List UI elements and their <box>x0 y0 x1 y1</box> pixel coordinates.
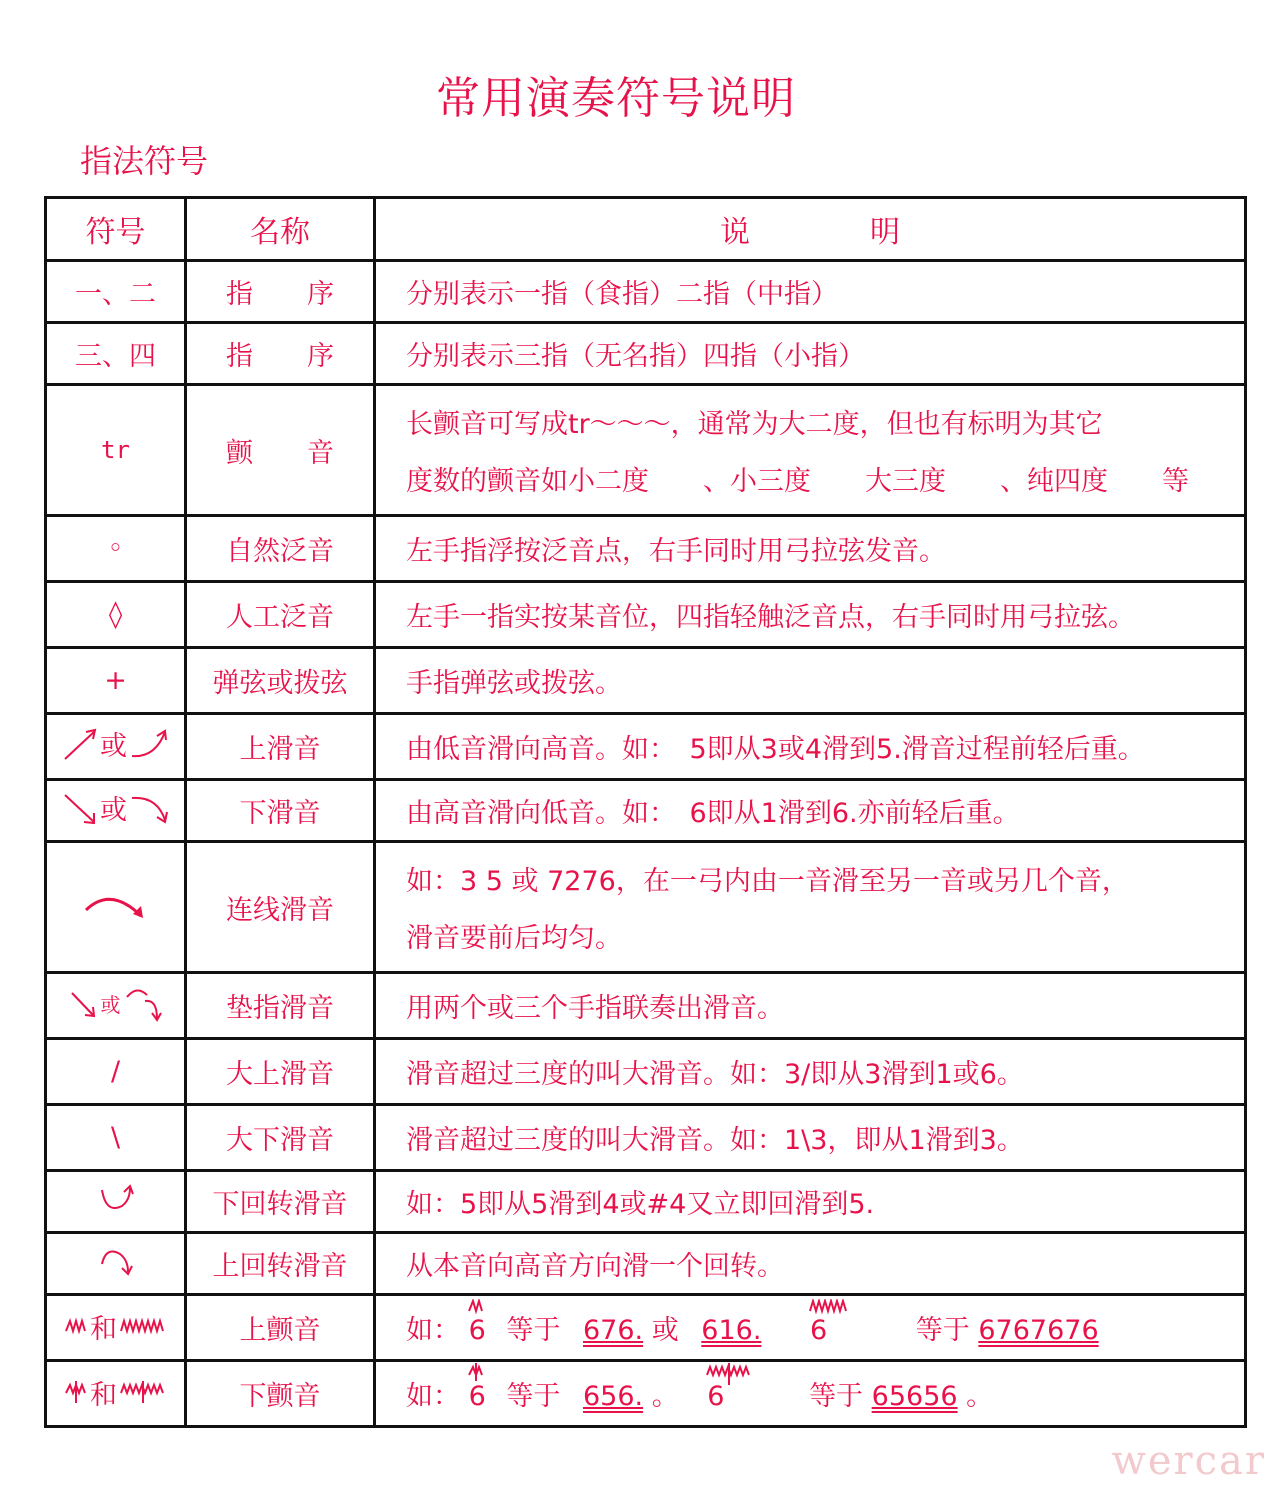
row-desc-line1: 如：3 5 或 7276，在一弓内由一音滑至另一音或另几个音， <box>406 866 1129 897</box>
desc-note-group: 676. <box>582 1315 644 1346</box>
row-name: 下回转滑音 <box>186 1171 375 1233</box>
header-name: 名称 <box>186 198 375 261</box>
row-symbol <box>46 1171 186 1233</box>
table-row <box>46 648 1246 714</box>
table-row <box>46 714 1246 780</box>
table-row <box>46 1295 1246 1361</box>
finger-slide-down-icon <box>69 985 99 1021</box>
long-lower-trill-mark-icon <box>705 1363 753 1385</box>
pizzicato-icon: + <box>46 648 186 714</box>
desc-note-group: 656. <box>582 1381 644 1412</box>
row-symbol <box>46 1295 186 1361</box>
table-row <box>46 1361 1246 1427</box>
row-symbol: 一、二 <box>46 261 186 323</box>
row-name: 下滑音 <box>186 780 375 842</box>
desc-part: 或 <box>651 1315 679 1346</box>
big-up-slide-icon: / <box>46 1039 186 1105</box>
row-name: 上滑音 <box>186 714 375 780</box>
row-desc: 分别表示三指（无名指）四指（小指） <box>375 323 1246 385</box>
table-row <box>46 1105 1246 1171</box>
row-symbol <box>46 973 186 1039</box>
or-label: 或 <box>100 992 121 1017</box>
row-symbol <box>46 714 186 780</box>
table-row <box>46 385 1246 516</box>
row-name: 颤 音 <box>186 385 375 516</box>
row-symbol <box>46 1233 186 1295</box>
row-desc-line2: 滑音要前后均匀。 <box>406 923 622 954</box>
up-slide-curved-icon <box>129 726 169 762</box>
or-label: 或 <box>100 731 127 763</box>
row-desc: 滑音超过三度的叫大滑音。如：1\3，即从1滑到3。 <box>375 1105 1246 1171</box>
row-name: 大下滑音 <box>186 1105 375 1171</box>
row-desc <box>375 1295 1246 1361</box>
note-with-trill: 6 <box>707 1381 724 1412</box>
table-row <box>46 780 1246 842</box>
natural-harmonic-icon: ◦ <box>46 516 186 582</box>
upper-turn-slide-icon <box>96 1242 136 1278</box>
artificial-harmonic-icon: ◊ <box>46 582 186 648</box>
down-slide-straight-icon <box>62 790 98 826</box>
table-row <box>46 973 1246 1039</box>
row-desc: 左手一指实按某音位，四指轻触泛音点，右手同时用弓拉弦。 <box>375 582 1246 648</box>
row-desc: 滑音超过三度的叫大滑音。如：3/即从3滑到1或6。 <box>375 1039 1246 1105</box>
short-trill-icon <box>64 1311 88 1341</box>
table-row <box>46 582 1246 648</box>
desc-note-group: 65656 <box>871 1381 958 1412</box>
row-symbol <box>46 842 186 973</box>
row-name: 上回转滑音 <box>186 1233 375 1295</box>
row-name: 自然泛音 <box>186 516 375 582</box>
row-name: 垫指滑音 <box>186 973 375 1039</box>
long-lower-trill-icon <box>119 1377 167 1407</box>
and-label: 和 <box>90 1313 117 1345</box>
up-slide-straight-icon <box>62 726 98 762</box>
long-trill-icon <box>119 1311 167 1341</box>
row-name: 指 序 <box>186 323 375 385</box>
note-with-trill: 6 <box>469 1381 486 1412</box>
header-symbol: 符号 <box>46 198 186 261</box>
page-title: 常用演奏符号说明 <box>436 73 796 124</box>
desc-part: 等于 <box>506 1381 561 1412</box>
desc-part: 等于 <box>809 1381 864 1412</box>
row-symbol: 三、四 <box>46 323 186 385</box>
down-slide-curved-icon <box>129 790 169 826</box>
table-row <box>46 842 1246 973</box>
row-name: 指 序 <box>186 261 375 323</box>
table-row <box>46 261 1246 323</box>
row-desc <box>375 1361 1246 1427</box>
row-symbol <box>46 780 186 842</box>
header-desc: 说 明 <box>375 198 1246 261</box>
note-with-trill: 6 <box>810 1315 827 1346</box>
row-symbol: tr <box>46 385 186 516</box>
row-name: 连线滑音 <box>186 842 375 973</box>
row-desc <box>375 842 1246 973</box>
desc-part: 等于 <box>915 1315 970 1346</box>
row-desc: 由低音滑向高音。如： 5即从3或4滑到5.滑音过程前轻后重。 <box>375 714 1246 780</box>
table-row <box>46 516 1246 582</box>
big-down-slide-icon: \ <box>46 1105 186 1171</box>
row-name: 上颤音 <box>186 1295 375 1361</box>
note-with-trill: 6 <box>469 1315 486 1346</box>
desc-part: 如： <box>406 1315 460 1346</box>
legato-slide-icon <box>81 884 151 924</box>
desc-part: 如： <box>406 1381 460 1412</box>
row-desc: 用两个或三个手指联奏出滑音。 <box>375 973 1246 1039</box>
row-desc: 如：5即从5滑到4或#4又立即回滑到5. <box>375 1171 1246 1233</box>
table-header-row <box>46 198 1246 261</box>
or-label: 或 <box>100 795 127 827</box>
row-desc-line2: 度数的颤音如小二度 、小三度 大三度 、纯四度 等 <box>406 466 1189 497</box>
finger-slide-turn-icon <box>123 983 163 1023</box>
table-row <box>46 1171 1246 1233</box>
row-desc: 从本音向高音方向滑一个回转。 <box>375 1233 1246 1295</box>
row-name: 下颤音 <box>186 1361 375 1427</box>
lower-turn-slide-icon <box>96 1180 136 1216</box>
table-row <box>46 323 1246 385</box>
desc-part: 。 <box>966 1381 994 1412</box>
row-desc: 手指弹弦或拨弦。 <box>375 648 1246 714</box>
desc-part: 等于 <box>506 1315 561 1346</box>
short-lower-trill-icon <box>64 1377 88 1407</box>
row-desc-line1: 长颤音可写成tr～～～，通常为大二度，但也有标明为其它 <box>406 409 1103 440</box>
row-symbol <box>46 1361 186 1427</box>
watermark: wercar <box>1111 1438 1266 1484</box>
and-label: 和 <box>90 1379 117 1411</box>
trill-mark-icon <box>467 1299 487 1315</box>
desc-part: 。 <box>651 1381 679 1412</box>
row-desc: 左手指浮按泛音点，右手同时用弓拉弦发音。 <box>375 516 1246 582</box>
long-trill-mark-icon <box>808 1299 852 1315</box>
row-desc <box>375 385 1246 516</box>
row-name: 人工泛音 <box>186 582 375 648</box>
row-desc: 由高音滑向低音。如： 6即从1滑到6.亦前轻后重。 <box>375 780 1246 842</box>
section-subtitle: 指法符号 <box>80 142 209 180</box>
table-row <box>46 1039 1246 1105</box>
row-name: 大上滑音 <box>186 1039 375 1105</box>
table-row <box>46 1233 1246 1295</box>
row-desc: 分别表示一指（食指）二指（中指） <box>375 261 1246 323</box>
lower-trill-mark-icon <box>467 1363 487 1383</box>
desc-note-group: 6767676 <box>978 1315 1099 1346</box>
row-name: 弹弦或拨弦 <box>186 648 375 714</box>
desc-note-group: 616. <box>701 1315 762 1346</box>
symbol-table <box>44 196 1247 1428</box>
